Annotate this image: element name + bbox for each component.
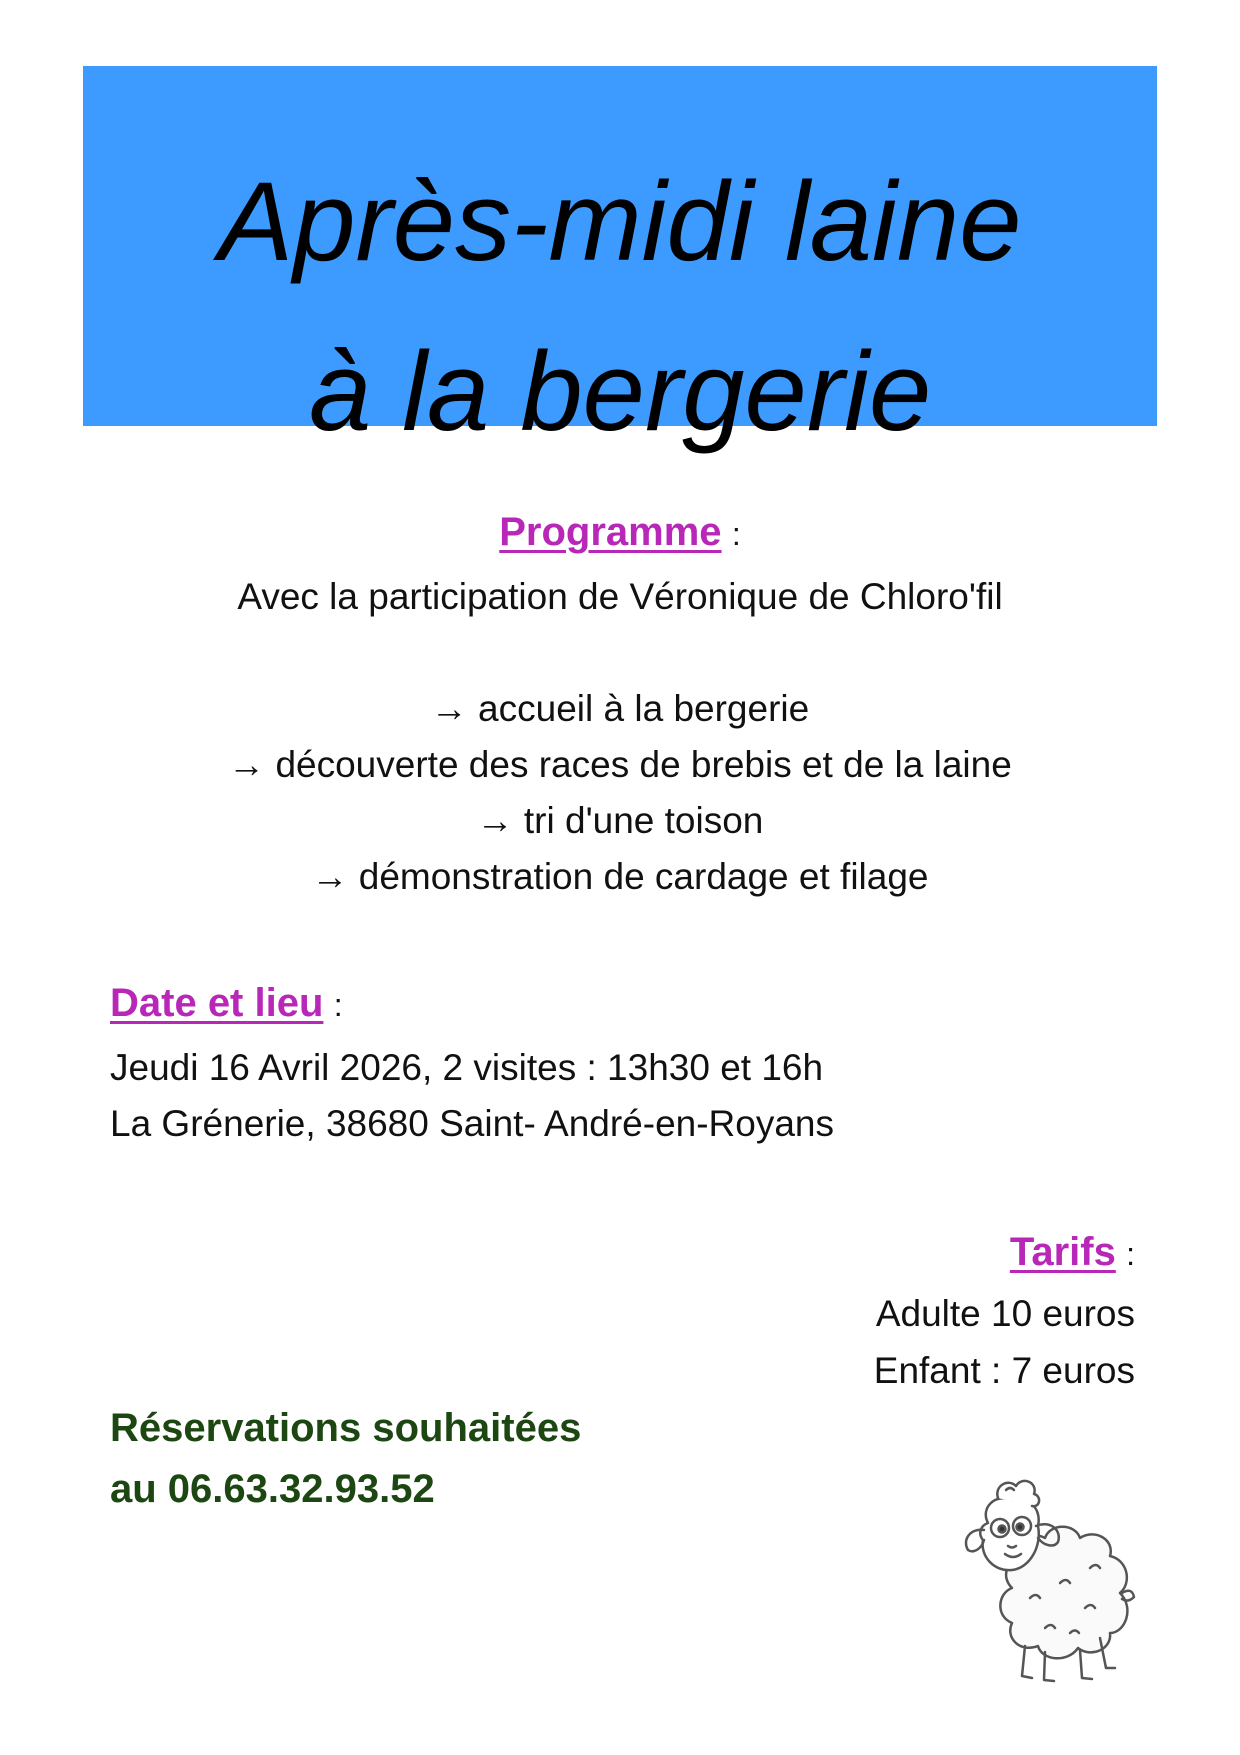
price-child: Enfant : 7 euros (873, 1350, 1135, 1391)
date-lieu-heading: Date et lieu (110, 981, 324, 1025)
date-lieu-heading-row (110, 983, 343, 1023)
event-place: La Grénerie, 38680 Saint- André-en-Royans (110, 1103, 834, 1144)
tarifs-heading-row (1010, 1232, 1135, 1272)
tarifs-colon: : (1126, 1236, 1135, 1272)
title-line-2: à la bergerie (308, 329, 932, 454)
tarifs-heading: Tarifs (1009, 1230, 1116, 1274)
title-banner (83, 66, 1157, 454)
title-line-1: Après-midi laine (218, 159, 1022, 284)
event-date: Jeudi 16 Avril 2026, 2 visites : 13h30 et 16h (110, 1047, 824, 1088)
programme-colon: : (731, 516, 741, 552)
programme-item: → découverte des races de brebis et de la laine (228, 744, 1012, 785)
price-adult: Adulte 10 euros (875, 1293, 1135, 1334)
date-lieu-colon: : (333, 987, 343, 1023)
reservation-phone: au 06.63.32.93.52 (110, 1467, 435, 1511)
programme-item: → accueil à la bergerie (430, 688, 810, 729)
reservation-line-1: Réservations souhaitées (110, 1406, 582, 1450)
sheep-icon (950, 1468, 1150, 1698)
programme-item: → démonstration de cardage et filage (311, 856, 929, 897)
programme-heading-row (0, 512, 1240, 552)
programme-heading: Programme (499, 510, 722, 554)
programme-intro: Avec la participation de Véronique de Chloro'fil (237, 576, 1003, 617)
programme-item: → tri d'une toison (476, 800, 764, 841)
